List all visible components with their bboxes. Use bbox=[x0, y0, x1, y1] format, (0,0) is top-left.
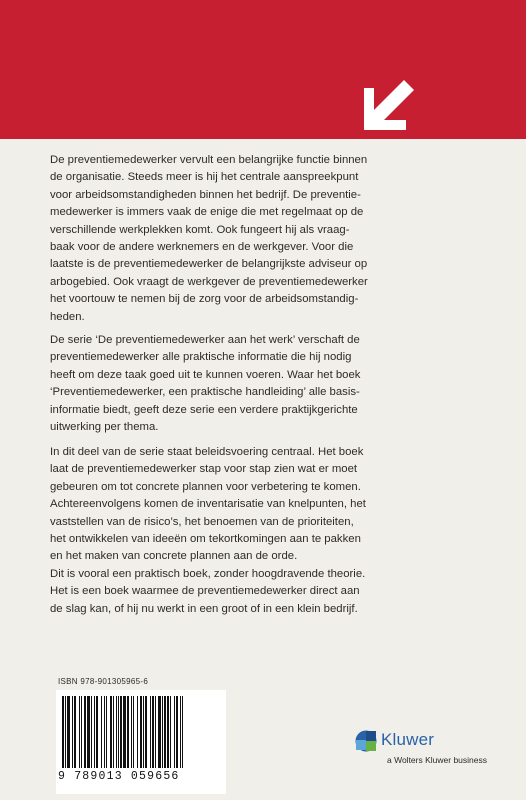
text-line: uitwerking per thema. bbox=[50, 421, 159, 434]
barcode-bar bbox=[87, 696, 90, 768]
text-line: en het maken van concrete plannen aan de orde. bbox=[50, 550, 298, 563]
barcode-bar bbox=[131, 696, 132, 768]
text-line: In dit deel van de serie staat beleidsvoering centraal. Het boek bbox=[50, 446, 364, 458]
barcode-bar bbox=[158, 696, 161, 768]
barcode-bar bbox=[137, 696, 138, 768]
text-line: voor arbeidsomstandigheden binnen het bedrijf. De preventie- bbox=[50, 188, 361, 201]
text-line: Achtereenvolgens komen de inventarisatie van knelpunten, het bbox=[50, 498, 366, 511]
text-line: het voortouw te nemen bij de zorg voor de arbeidsomstandig- bbox=[50, 293, 359, 306]
barcode-bar bbox=[79, 696, 80, 768]
barcode-bar bbox=[72, 696, 73, 768]
barcode-bar bbox=[174, 696, 175, 768]
text-line: de organisatie. Steeds meer is hij het centrale aanspreekpunt bbox=[50, 171, 359, 184]
barcode-bar bbox=[155, 696, 156, 768]
barcode-bar bbox=[140, 696, 142, 768]
barcode-bar bbox=[123, 696, 126, 768]
barcode-bar bbox=[164, 696, 166, 768]
arrow-down-left-icon bbox=[360, 76, 416, 132]
barcode-bar bbox=[118, 696, 119, 768]
text-line: vaststellen van de risico’s, het benoemen van de prioriteiten, bbox=[50, 515, 354, 528]
barcode-bar bbox=[65, 696, 66, 768]
barcode-bar bbox=[84, 696, 86, 768]
text-line: baak voor de andere werknemers en de werkgever. Voor die bbox=[50, 241, 354, 254]
barcode-bar bbox=[170, 696, 171, 768]
barcode-bar bbox=[152, 696, 154, 768]
text-line: het ontwikkelen van ideeën om tekortkomingen aan te pakken bbox=[50, 533, 361, 546]
barcode-bar bbox=[127, 696, 129, 768]
publisher-logo bbox=[354, 729, 494, 769]
text-line: laatste is de preventiemedewerker de belangrijkste adviseur op bbox=[50, 258, 368, 271]
top-color-band bbox=[0, 0, 526, 139]
barcode-bar bbox=[150, 696, 151, 768]
text-line: arbogebied. Ook vraagt de werkgever de preventiemedewerker bbox=[50, 275, 368, 288]
barcode-bar bbox=[104, 696, 105, 768]
barcode-bar bbox=[116, 696, 117, 768]
barcode-bar bbox=[133, 696, 134, 768]
text-line: laat de preventiemedewerker stap voor stap zien wat er moet bbox=[50, 463, 358, 476]
kluwer-globe-icon bbox=[354, 729, 382, 753]
blurb-paragraph-2 bbox=[50, 332, 360, 436]
text-line: heeft om deze taak goed uit te kunnen voeren. Waar het boek bbox=[50, 368, 361, 381]
barcode-bar bbox=[145, 696, 147, 768]
text-line: preventiemedewerker alle praktische informatie die hij nodig bbox=[50, 351, 352, 364]
barcode-bar bbox=[91, 696, 92, 768]
text-line: informatie biedt, geeft deze serie een verdere praktijkgerichte bbox=[50, 403, 358, 416]
text-line: De serie ‘De preventiemedewerker aan het werk’ verschaft de bbox=[50, 334, 360, 346]
barcode-bar bbox=[106, 696, 107, 768]
barcode-digits: 9 789013 059656 bbox=[58, 770, 180, 783]
publisher-tagline: a Wolters Kluwer business bbox=[387, 755, 487, 765]
barcode-bar bbox=[113, 696, 114, 768]
text-line: De preventiemedewerker vervult een belangrijke functie binnen bbox=[50, 154, 368, 166]
barcode-bar bbox=[110, 696, 112, 768]
text-line: heden. bbox=[50, 310, 85, 323]
publisher-name: Kluwer bbox=[381, 730, 435, 749]
barcode-bar bbox=[167, 696, 169, 768]
blurb-paragraph-3 bbox=[50, 444, 366, 618]
barcode-bar bbox=[96, 696, 98, 768]
barcode-bar bbox=[94, 696, 95, 768]
text-line: medewerker is immers vaak de enige die met regelmaat op de bbox=[50, 206, 364, 219]
barcode-bar bbox=[120, 696, 122, 768]
isbn-label: ISBN 978-901305965-6 bbox=[58, 677, 149, 686]
text-line: de slag kan, of hij nu werkt in een groot of in een klein bedrijf. bbox=[50, 602, 358, 615]
barcode-bar bbox=[62, 696, 64, 768]
blurb-paragraph-1 bbox=[50, 152, 368, 326]
text-line: Het is een boek waarmee de preventiemedewerker direct aan bbox=[50, 585, 360, 598]
text-line: verschillende werkplekken komt. Ook fungeert hij als vraag- bbox=[50, 223, 350, 236]
barcode bbox=[56, 690, 226, 794]
barcode-bar bbox=[162, 696, 163, 768]
barcode-bars bbox=[60, 696, 222, 770]
barcode-bar bbox=[101, 696, 102, 768]
barcode-bar bbox=[143, 696, 144, 768]
barcode-bar bbox=[180, 696, 181, 768]
barcode-bar bbox=[81, 696, 82, 768]
text-line: gebeuren om tot concrete plannen voor verbetering te komen. bbox=[50, 480, 361, 493]
barcode-bar bbox=[182, 696, 183, 768]
text-line: Dit is vooral een praktisch boek, zonder hoogdravende theorie. bbox=[50, 567, 366, 580]
barcode-bar bbox=[74, 696, 76, 768]
barcode-bar bbox=[67, 696, 70, 768]
text-line: ‘Preventiemedewerker, een praktische handleiding’ alle basis- bbox=[50, 386, 360, 399]
barcode-bar bbox=[176, 696, 178, 768]
